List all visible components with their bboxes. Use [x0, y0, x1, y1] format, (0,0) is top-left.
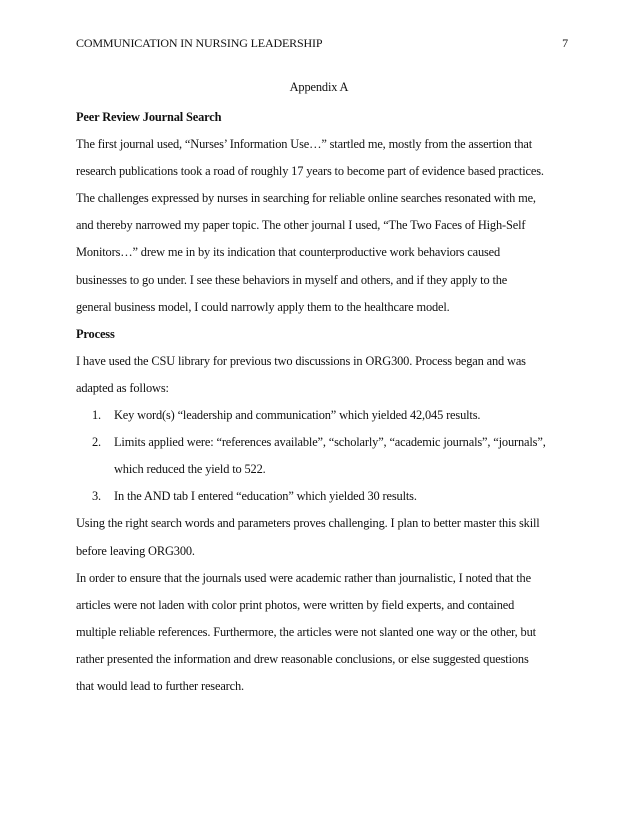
list-item-continuation: which reduced the yield to 522. — [114, 462, 266, 477]
list-item-number: 3. — [92, 489, 101, 504]
paragraph-line: adapted as follows: — [76, 380, 169, 395]
paragraph-line: In order to ensure that the journals used were academic rather than journalistic, I noted that the — [76, 570, 531, 585]
paragraph-line: multiple reliable references. Furthermore, the articles were not slanted one way or the other, but — [76, 624, 536, 639]
paragraph-line: I have used the CSU library for previous two discussions in ORG300. Process began and was — [76, 353, 526, 368]
paragraph-line: articles were not laden with color print photos, were written by field experts, and contained — [76, 597, 515, 612]
paragraph-line: Monitors…” drew me in by its indication that counterproductive work behaviors caused — [76, 245, 501, 260]
paragraph-line: businesses to go under. I see these behaviors in myself and others, and if they apply to the — [76, 272, 508, 287]
paragraph-line: Using the right search words and parameters proves challenging. I plan to better master this skill — [76, 516, 540, 531]
list-item-text: Limits applied were: “references available”, “scholarly”, “academic journals”, “journals”, — [114, 435, 546, 450]
list-item-number: 2. — [92, 435, 101, 450]
section-heading-peer-review: Peer Review Journal Search — [76, 110, 222, 124]
list-item — [76, 483, 566, 510]
running-head: COMMUNICATION IN NURSING LEADERSHIP — [76, 36, 323, 50]
paragraph-line: before leaving ORG300. — [76, 543, 195, 558]
paragraph-line: The first journal used, “Nurses’ Information Use…” startled me, mostly from the assertion that — [76, 137, 533, 152]
appendix-title: Appendix A — [289, 80, 349, 94]
paragraph-line: general business model, I could narrowly apply them to the healthcare model. — [76, 299, 450, 314]
paragraph-line: and thereby narrowed my paper topic. The other journal I used, “The Two Faces of High-Self — [76, 218, 526, 233]
page-number: 7 — [562, 36, 568, 50]
list-item-text: In the AND tab I entered “education” which yielded 30 results. — [114, 489, 417, 504]
list-item-text: Key word(s) “leadership and communication” which yielded 42,045 results. — [114, 408, 481, 423]
paragraph-line: that would lead to further research. — [76, 678, 244, 693]
paragraph-line: rather presented the information and drew reasonable conclusions, or else suggested questions — [76, 651, 529, 666]
body-text — [76, 104, 566, 700]
section-heading-process: Process — [76, 326, 115, 341]
list-item — [76, 429, 566, 456]
list-item — [76, 402, 566, 429]
paragraph-line: research publications took a road of roughly 17 years to become part of evidence based practices. — [76, 164, 544, 179]
list-item-number: 1. — [92, 408, 101, 423]
paragraph-line: The challenges expressed by nurses in searching for reliable online searches resonated with me, — [76, 191, 536, 206]
